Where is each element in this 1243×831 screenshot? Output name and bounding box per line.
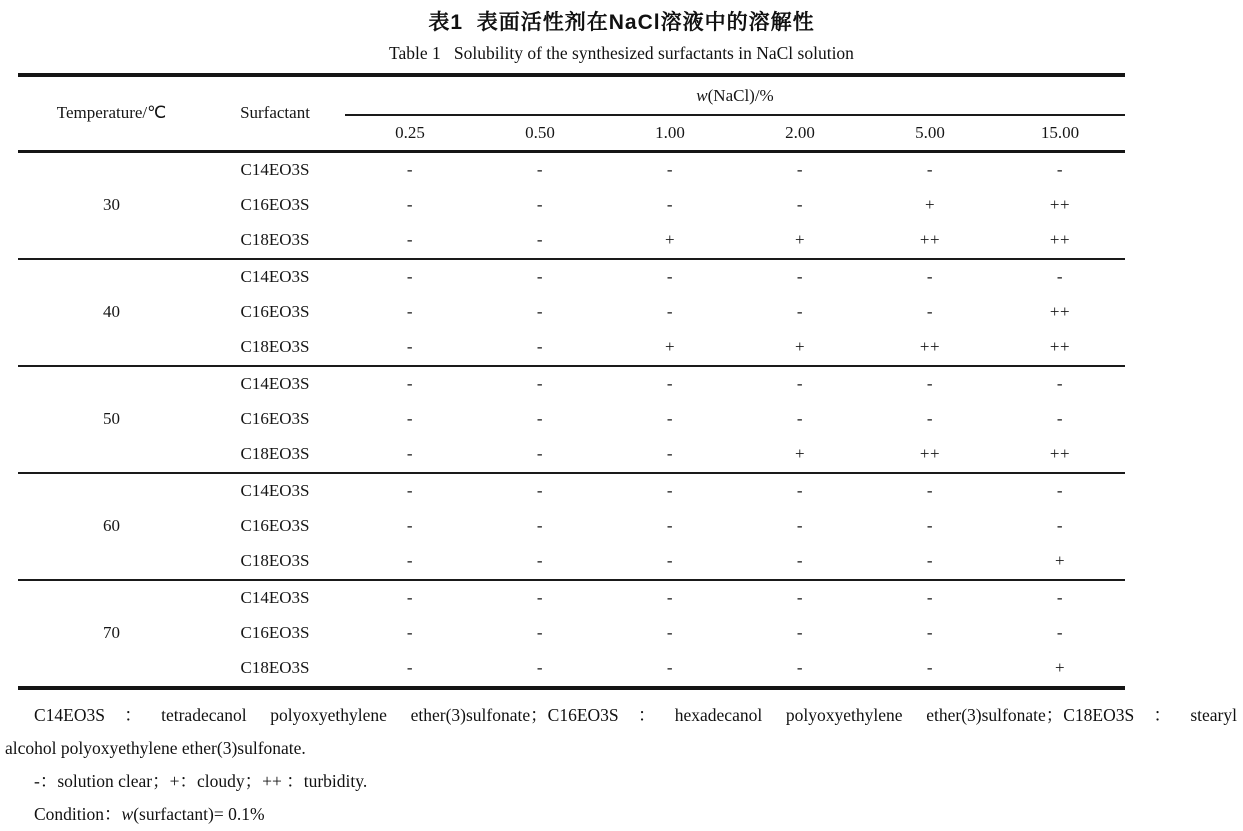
solubility-cell: - [666, 623, 674, 642]
surfactant-cell: C18EO3S [240, 658, 310, 677]
surfactant-cell: C14EO3S [205, 580, 345, 616]
solubility-cell: - [796, 302, 804, 321]
surfactant-cell: C14EO3S [205, 473, 345, 509]
solubility-cell: - [536, 516, 544, 535]
surfactant-cell: C18EO3S [240, 230, 310, 249]
solubility-cell: - [536, 623, 544, 642]
concentration-header: 5.00 [865, 115, 995, 151]
solubility-cell: - [926, 160, 934, 179]
solubility-cell: - [865, 259, 995, 295]
solubility-cell: - [666, 551, 674, 570]
solubility-cell: - [536, 160, 544, 179]
footnote-definitions-line1: C14EO3S：tetradecanol polyoxyethylene ether(3)sulfonate；C16EO3S：hexadecanol polyoxyethylene ether(3)sulfonate；C18EO3S：stearyl [34, 704, 1237, 725]
solubility-cell: - [796, 195, 804, 214]
solubility-cell: + [794, 337, 806, 356]
solubility-cell: ++ [1049, 444, 1071, 463]
temperature-cell: 40 [18, 259, 205, 366]
solubility-cell: - [605, 366, 735, 402]
solubility-cell: - [406, 658, 414, 677]
solubility-cell: + [664, 337, 676, 356]
solubility-table [18, 73, 1125, 690]
solubility-cell: - [605, 259, 735, 295]
solubility-cell: - [865, 473, 995, 509]
solubility-cell: - [475, 259, 605, 295]
solubility-cell: ++ [1049, 195, 1071, 214]
nacl-header-w-symbol: w [696, 85, 708, 105]
concentration-header: 0.25 [345, 115, 475, 151]
solubility-cell: - [536, 337, 544, 356]
solubility-cell: - [735, 366, 865, 402]
temperature-cell: 30 [103, 195, 120, 214]
solubility-cell: - [796, 551, 804, 570]
footnote-condition-prefix: Condition： [34, 803, 122, 824]
concentration-header: 2.00 [735, 115, 865, 151]
solubility-cell: - [926, 409, 934, 428]
solubility-cell: - [666, 409, 674, 428]
surfactant-cell: C16EO3S [240, 302, 310, 321]
concentration-header: 0.50 [475, 115, 605, 151]
solubility-cell: - [475, 580, 605, 616]
solubility-cell: - [345, 366, 475, 402]
solubility-cell: - [406, 623, 414, 642]
surfactant-cell: C16EO3S [240, 623, 310, 642]
solubility-cell: - [475, 366, 605, 402]
solubility-cell: - [475, 473, 605, 509]
surfactant-cell: C18EO3S [240, 551, 310, 570]
surfactant-cell: C16EO3S [240, 516, 310, 535]
solubility-cell: - [926, 658, 934, 677]
nacl-header-units: (NaCl)/% [707, 85, 774, 105]
solubility-cell: - [666, 195, 674, 214]
solubility-cell: + [794, 230, 806, 249]
temperature-cell: 70 [18, 580, 205, 688]
table-title-english: Table 1 Solubility of the synthesized surfactants in NaCl solution [389, 43, 854, 63]
solubility-cell: - [796, 409, 804, 428]
surfactant-cell: C14EO3S [205, 259, 345, 295]
solubility-cell: - [995, 259, 1125, 295]
solubility-cell: - [406, 409, 414, 428]
nacl-concentration-group-header [345, 75, 1125, 115]
footnote-condition-w-symbol: w [121, 803, 134, 824]
solubility-cell: - [536, 444, 544, 463]
solubility-cell: - [605, 580, 735, 616]
solubility-cell: - [666, 444, 674, 463]
solubility-cell: - [666, 302, 674, 321]
solubility-cell: - [536, 302, 544, 321]
solubility-cell: - [1056, 623, 1064, 642]
solubility-cell: + [924, 195, 936, 214]
solubility-cell: - [666, 658, 674, 677]
solubility-cell: - [995, 473, 1125, 509]
solubility-cell: ++ [919, 230, 941, 249]
solubility-cell: - [406, 230, 414, 249]
solubility-cell: + [664, 230, 676, 249]
surfactant-cell: C14EO3S [205, 366, 345, 402]
solubility-cell: - [1056, 516, 1064, 535]
solubility-cell: - [796, 160, 804, 179]
solubility-cell: - [406, 337, 414, 356]
solubility-cell: - [865, 580, 995, 616]
solubility-cell: - [926, 302, 934, 321]
footnote-symbols: -：solution clear；+：cloudy；++ ：turbidity. [34, 770, 368, 791]
solubility-cell: + [794, 444, 806, 463]
temperature-column-header: Temperature/℃ [18, 75, 205, 151]
solubility-cell: - [666, 160, 674, 179]
footnote-condition [5, 798, 1237, 831]
solubility-cell: - [796, 516, 804, 535]
footnote-condition-value: (surfactant)= 0.1% [133, 803, 265, 824]
solubility-cell: ++ [919, 444, 941, 463]
solubility-cell: - [406, 195, 414, 214]
surfactant-column-header: Surfactant [205, 75, 345, 151]
solubility-cell: - [666, 516, 674, 535]
concentration-header: 1.00 [605, 115, 735, 151]
surfactant-cell: C16EO3S [240, 409, 310, 428]
solubility-cell: - [345, 473, 475, 509]
solubility-cell: - [995, 580, 1125, 616]
surfactant-cell: C18EO3S [240, 337, 310, 356]
solubility-cell: - [735, 259, 865, 295]
solubility-cell: - [796, 623, 804, 642]
solubility-cell: ++ [1049, 302, 1071, 321]
table-header [18, 75, 1125, 151]
solubility-cell: + [1054, 551, 1066, 570]
solubility-cell: - [735, 580, 865, 616]
solubility-cell: ++ [1049, 337, 1071, 356]
footnote-definitions-line2: alcohol polyoxyethylene ether(3)sulfonate. [5, 737, 306, 758]
solubility-cell: - [406, 302, 414, 321]
solubility-cell: - [995, 366, 1125, 402]
temperature-cell: 60 [18, 473, 205, 580]
solubility-cell: - [735, 473, 865, 509]
solubility-cell: ++ [919, 337, 941, 356]
table-body [18, 151, 1125, 688]
solubility-cell: - [926, 623, 934, 642]
header-group-row [18, 75, 1125, 115]
solubility-cell: - [536, 409, 544, 428]
table-row [18, 259, 1125, 295]
solubility-cell: - [605, 473, 735, 509]
surfactant-cell: C14EO3S [240, 160, 310, 179]
solubility-cell: - [406, 160, 414, 179]
table-row [18, 151, 1125, 188]
solubility-cell: - [536, 658, 544, 677]
solubility-cell: - [536, 195, 544, 214]
table-title-chinese: 表1 表面活性剂在NaCl溶液中的溶解性 [428, 11, 815, 34]
concentration-header: 15.00 [995, 115, 1125, 151]
solubility-cell: - [1056, 409, 1064, 428]
table-row [18, 580, 1125, 616]
table-row [18, 473, 1125, 509]
solubility-cell: - [406, 444, 414, 463]
solubility-cell: - [536, 551, 544, 570]
temperature-cell: 50 [18, 366, 205, 473]
surfactant-cell: C16EO3S [240, 195, 310, 214]
surfactant-cell: C18EO3S [240, 444, 310, 463]
solubility-cell: - [406, 551, 414, 570]
solubility-cell: - [926, 516, 934, 535]
table-row [18, 366, 1125, 402]
solubility-cell: - [406, 516, 414, 535]
solubility-cell: + [1054, 658, 1066, 677]
solubility-cell: - [345, 259, 475, 295]
solubility-cell: - [926, 551, 934, 570]
solubility-cell: - [345, 580, 475, 616]
solubility-cell: - [796, 658, 804, 677]
solubility-cell: ++ [1049, 230, 1071, 249]
solubility-cell: - [1056, 160, 1064, 179]
solubility-cell: - [536, 230, 544, 249]
table-footnotes [5, 699, 1237, 831]
solubility-cell: - [865, 366, 995, 402]
